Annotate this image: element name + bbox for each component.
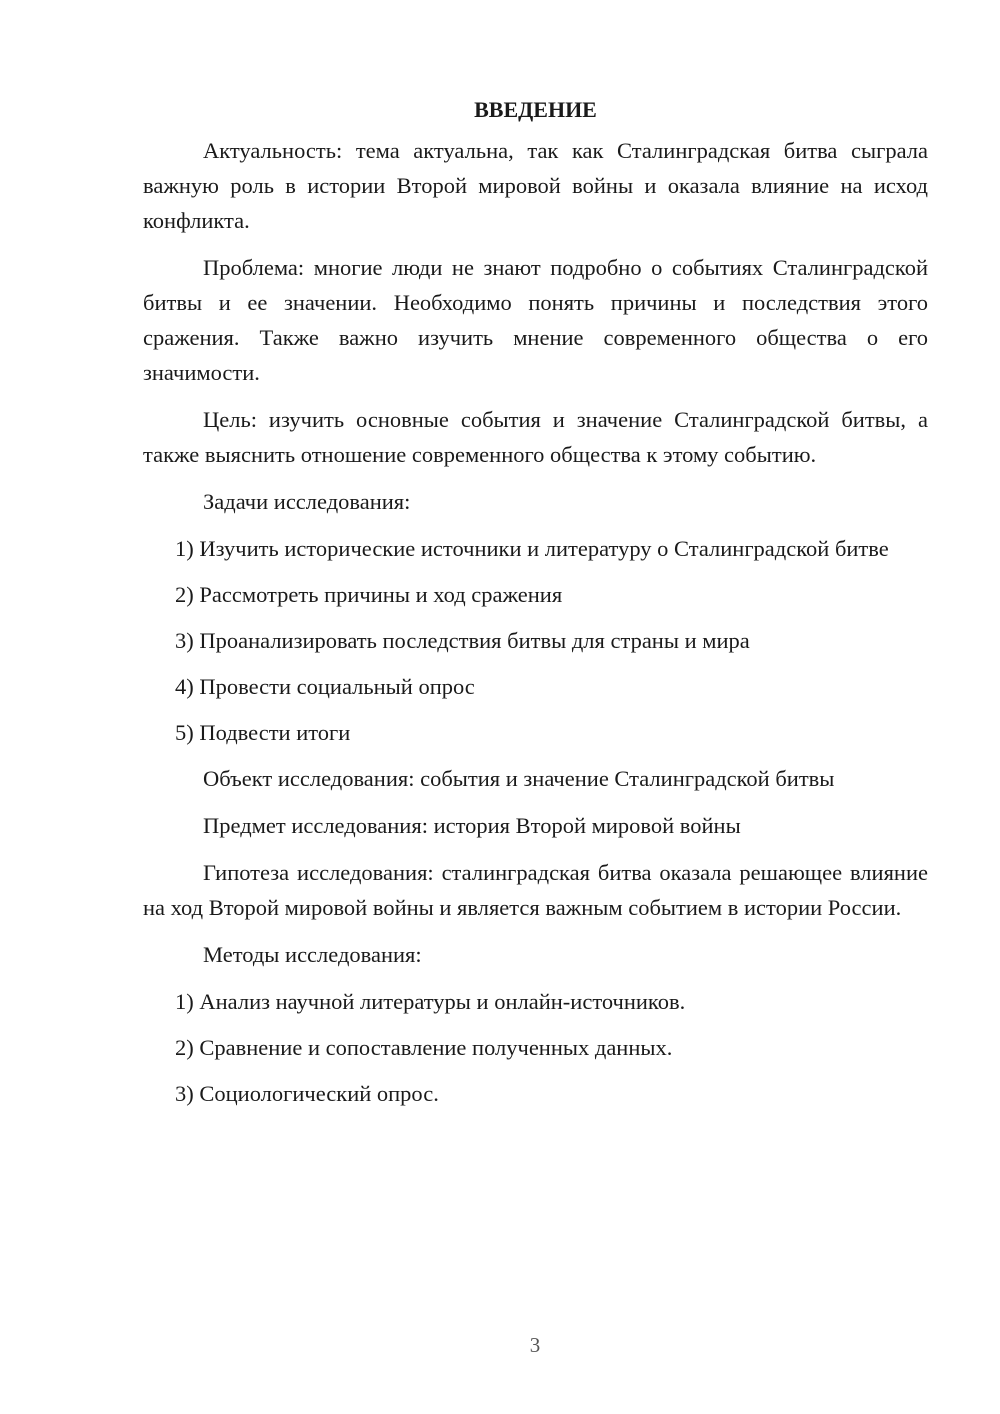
task-item: 3) Проанализировать последствия битвы для страны и мира bbox=[175, 628, 750, 653]
tasks-list bbox=[143, 531, 928, 750]
task-item: 1) Изучить исторические источники и литературу о Сталинградской битве bbox=[175, 536, 889, 561]
method-item: 3) Социологический опрос. bbox=[175, 1081, 439, 1106]
hypothesis-paragraph: Гипотеза исследования: сталинградская битва оказала решающее влияние на ход Второй мировой войны и является важным событием в истории России. bbox=[143, 860, 928, 920]
subject-paragraph: Предмет исследования: история Второй мировой войны bbox=[203, 813, 741, 838]
methods-list bbox=[143, 984, 928, 1111]
task-item: 5) Подвести итоги bbox=[175, 720, 351, 745]
methods-title: Методы исследования: bbox=[203, 942, 422, 967]
relevance-paragraph: Актуальность: тема актуальна, так как Сталинградская битва сыграла важную роль в истории Второй мировой войны и оказала влияние на исход конфликта. bbox=[143, 138, 928, 233]
task-item: 2) Рассмотреть причины и ход сражения bbox=[175, 582, 563, 607]
page-title: ВВЕДЕНИЕ bbox=[474, 97, 597, 122]
page-number: 3 bbox=[529, 1333, 541, 1357]
method-item: 1) Анализ научной литературы и онлайн-источников. bbox=[175, 989, 686, 1014]
object-paragraph: Объект исследования: события и значение Сталинградской битвы bbox=[203, 766, 835, 791]
goal-paragraph: Цель: изучить основные события и значение Сталинградской битвы, а также выяснить отношение современного общества к этому событию. bbox=[143, 407, 928, 467]
problem-paragraph: Проблема: многие люди не знают подробно о событиях Сталинградской битвы и ее значении. Необходимо понять причины и последствия этого сражения. Также важно изучить мнение современного общества о его значимости. bbox=[143, 255, 928, 385]
method-item: 2) Сравнение и сопоставление полученных данных. bbox=[175, 1035, 673, 1060]
document-page bbox=[143, 92, 928, 1122]
task-item: 4) Провести социальный опрос bbox=[175, 674, 475, 699]
tasks-title: Задачи исследования: bbox=[203, 489, 411, 514]
